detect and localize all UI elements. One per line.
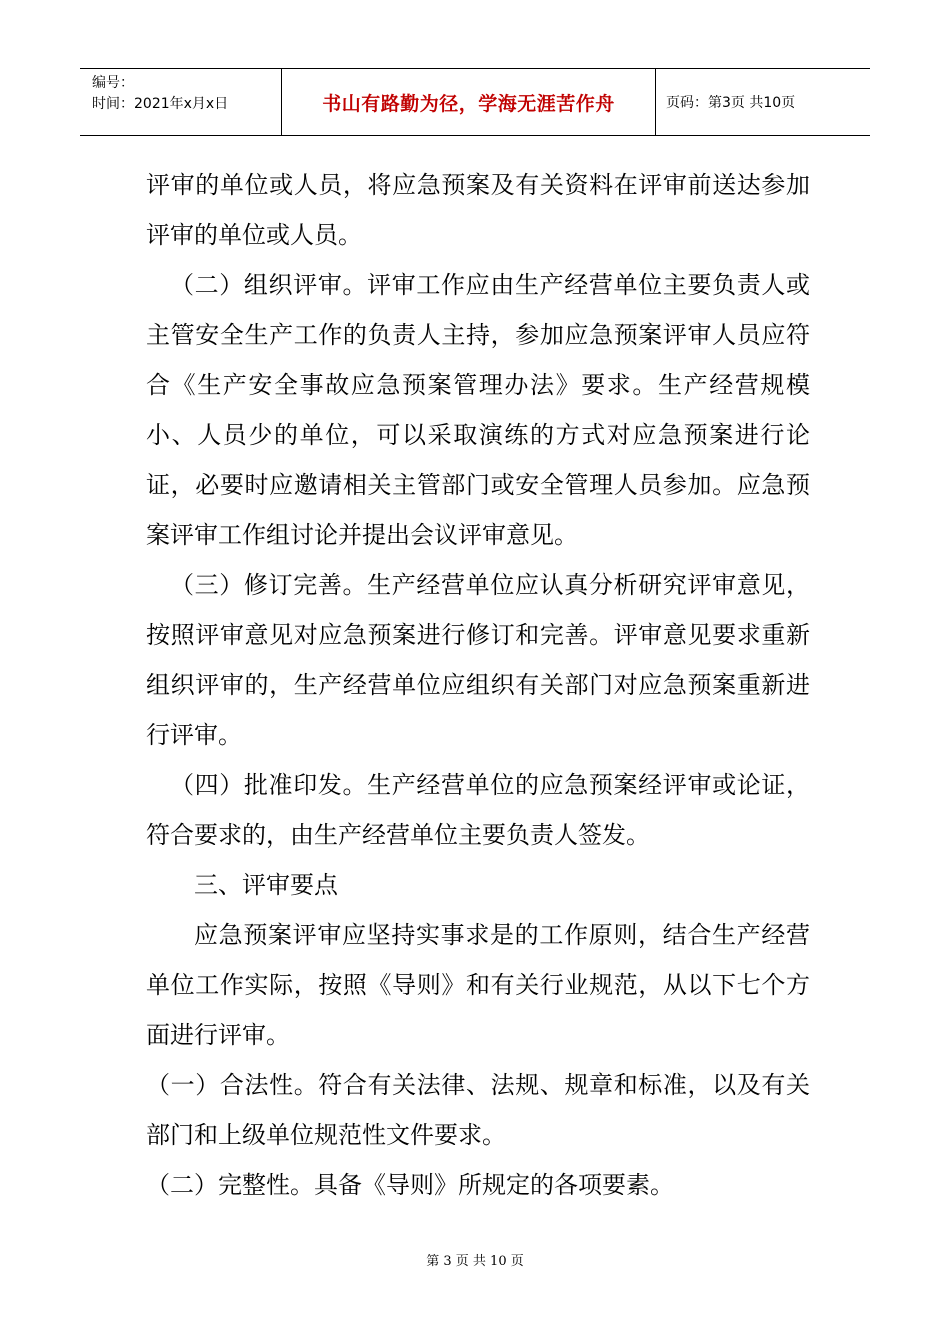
header-page-info-cell bbox=[656, 69, 870, 135]
page-header bbox=[80, 68, 870, 136]
paragraph: （四）批准印发。生产经营单位的应急预案经评审或论证，符合要求的，由生产经营单位主要负责人签发。 bbox=[146, 771, 810, 849]
header-motto-cell bbox=[282, 69, 656, 135]
header-motto: 书山有路勤为径，学海无涯苦作舟 bbox=[322, 92, 615, 115]
document-body bbox=[146, 160, 810, 1210]
number-label: 编号： bbox=[92, 75, 134, 91]
header-meta bbox=[80, 69, 282, 135]
section-heading: 三、评审要点 bbox=[194, 871, 338, 899]
paragraph: （一）合法性。符合有关法律、法规、规章和标准，以及有关部门和上级单位规范性文件要求。 bbox=[146, 1071, 810, 1149]
page-footer: 第 3 页 共 10 页 bbox=[426, 1254, 524, 1269]
paragraph: 应急预案评审应坚持实事求是的工作原则，结合生产经营单位工作实际，按照《导则》和有关行业规范，从以下七个方面进行评审。 bbox=[146, 921, 810, 1049]
header-page-info: 页码：第3页 共10页 bbox=[666, 95, 796, 111]
paragraph: （二）完整性。具备《导则》所规定的各项要素。 bbox=[146, 1171, 674, 1199]
paragraph: （二）组织评审。评审工作应由生产经营单位主要负责人或主管安全生产工作的负责人主持，参加应急预案评审人员应符合《生产安全事故应急预案管理办法》要求。生产经营规模小、人员少的单位，可以采取演练的方式对应急预案进行论证，必要时应邀请相关主管部门或安全管理人员参加。应急预案评审工作组讨论并提出会议评审意见。 bbox=[146, 271, 810, 549]
paragraph: （三）修订完善。生产经营单位应认真分析研究评审意见，按照评审意见对应急预案进行修订和完善。评审意见要求重新组织评审的，生产经营单位应组织有关部门对应急预案重新进行评审。 bbox=[146, 571, 810, 749]
time-label: 时间：2021年x月x日 bbox=[92, 96, 229, 112]
paragraph: 评审的单位或人员，将应急预案及有关资料在评审前送达参加评审的单位或人员。 bbox=[146, 171, 810, 249]
